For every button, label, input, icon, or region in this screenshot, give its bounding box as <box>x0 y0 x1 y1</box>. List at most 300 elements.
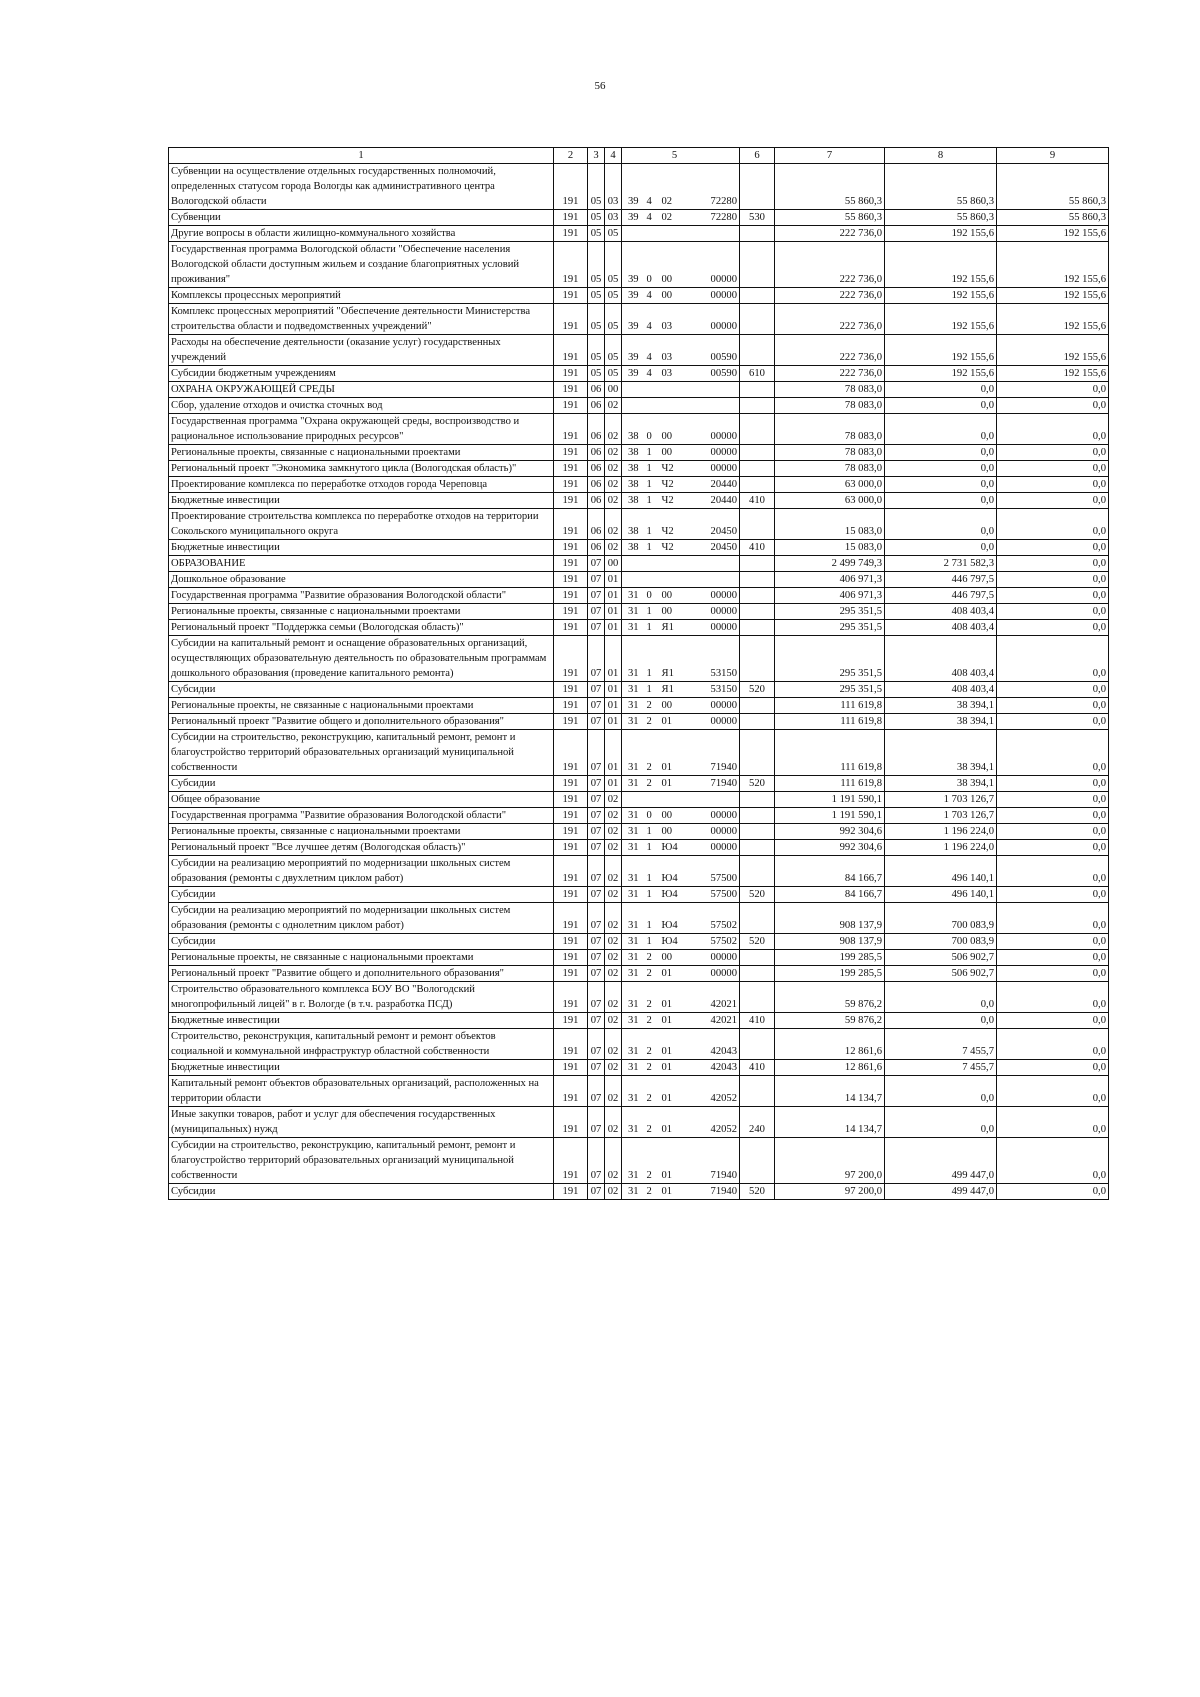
row-subprogram-cell: 0 <box>645 242 660 288</box>
row-amount-year3-cell: 0,0 <box>997 792 1109 808</box>
row-program-code-cell <box>622 792 645 808</box>
row-amount-year2-cell: 0,0 <box>885 461 997 477</box>
row-direction-cell: 01 <box>660 1138 690 1184</box>
table-row <box>169 414 1109 445</box>
table-row <box>169 1138 1109 1184</box>
row-program-code-cell <box>622 572 645 588</box>
row-amount-year1-cell: 59 876,2 <box>775 982 885 1013</box>
row-expense-type-cell <box>740 714 775 730</box>
row-amount-year2-cell: 506 902,7 <box>885 966 997 982</box>
row-section-cell: 06 <box>588 509 605 540</box>
row-expense-code-cell: 00000 <box>690 714 740 730</box>
row-direction-cell: Я1 <box>660 636 690 682</box>
row-name-cell: Региональный проект "Развитие общего и дополнительного образования" <box>169 714 554 730</box>
row-ministry-code-cell: 191 <box>554 588 588 604</box>
row-ministry-code-cell: 191 <box>554 335 588 366</box>
row-expense-type-cell <box>740 445 775 461</box>
row-ministry-code-cell: 191 <box>554 477 588 493</box>
row-subsection-cell: 05 <box>605 226 622 242</box>
row-program-code-cell: 31 <box>622 620 645 636</box>
row-expense-code-cell: 57500 <box>690 856 740 887</box>
row-expense-type-cell: 410 <box>740 1060 775 1076</box>
row-name-cell: Общее образование <box>169 792 554 808</box>
row-amount-year2-cell: 408 403,4 <box>885 604 997 620</box>
table-row <box>169 636 1109 682</box>
row-expense-type-cell <box>740 477 775 493</box>
row-amount-year1-cell: 1 191 590,1 <box>775 792 885 808</box>
row-direction-cell: Я1 <box>660 620 690 636</box>
row-section-cell: 06 <box>588 382 605 398</box>
row-name-cell: Региональный проект "Экономика замкнутого цикла (Вологодская область)" <box>169 461 554 477</box>
row-amount-year2-cell: 0,0 <box>885 509 997 540</box>
row-direction-cell: 00 <box>660 824 690 840</box>
table-row <box>169 398 1109 414</box>
table-row <box>169 950 1109 966</box>
row-amount-year2-cell: 0,0 <box>885 414 997 445</box>
row-program-code-cell: 38 <box>622 445 645 461</box>
row-direction-cell: 01 <box>660 1029 690 1060</box>
row-ministry-code-cell: 191 <box>554 1013 588 1029</box>
row-expense-type-cell <box>740 856 775 887</box>
table-row <box>169 903 1109 934</box>
row-expense-type-cell <box>740 982 775 1013</box>
row-section-cell: 07 <box>588 1107 605 1138</box>
row-amount-year1-cell: 2 499 749,3 <box>775 556 885 572</box>
row-section-cell: 07 <box>588 903 605 934</box>
table-row <box>169 556 1109 572</box>
row-subprogram-cell <box>645 226 660 242</box>
row-amount-year1-cell: 55 860,3 <box>775 210 885 226</box>
row-name-cell: Субсидии на реализацию мероприятий по модернизации школьных систем образования (ремонты с однолетним циклом работ) <box>169 903 554 934</box>
row-section-cell: 07 <box>588 730 605 776</box>
row-subsection-cell: 05 <box>605 242 622 288</box>
row-expense-type-cell <box>740 556 775 572</box>
row-ministry-code-cell: 191 <box>554 620 588 636</box>
row-ministry-code-cell: 191 <box>554 304 588 335</box>
row-program-code-cell: 31 <box>622 824 645 840</box>
row-program-code-cell <box>622 226 645 242</box>
header-cell-9: 9 <box>997 148 1109 164</box>
table-row <box>169 164 1109 210</box>
row-amount-year1-cell: 12 861,6 <box>775 1029 885 1060</box>
row-amount-year1-cell: 78 083,0 <box>775 382 885 398</box>
row-amount-year3-cell: 0,0 <box>997 934 1109 950</box>
row-program-code-cell: 31 <box>622 840 645 856</box>
row-section-cell: 05 <box>588 226 605 242</box>
row-name-cell: Строительство образовательного комплекса БОУ ВО "Вологодский многопрофильный лицей" в г. Вологде (в т.ч. разработка ПСД) <box>169 982 554 1013</box>
row-subsection-cell: 05 <box>605 304 622 335</box>
row-section-cell: 07 <box>588 824 605 840</box>
row-expense-code-cell: 00000 <box>690 445 740 461</box>
row-direction-cell <box>660 382 690 398</box>
row-amount-year1-cell: 111 619,8 <box>775 698 885 714</box>
row-program-code-cell: 31 <box>622 966 645 982</box>
row-name-cell: Субсидии на строительство, реконструкцию, капитальный ремонт, ремонт и благоустройство территорий образовательных организаций муниципальной собственности <box>169 730 554 776</box>
row-amount-year1-cell: 908 137,9 <box>775 934 885 950</box>
row-amount-year3-cell: 0,0 <box>997 1184 1109 1200</box>
row-program-code-cell: 31 <box>622 903 645 934</box>
row-section-cell: 07 <box>588 776 605 792</box>
row-amount-year2-cell: 1 196 224,0 <box>885 840 997 856</box>
row-ministry-code-cell: 191 <box>554 714 588 730</box>
row-program-code-cell: 31 <box>622 1060 645 1076</box>
row-name-cell: Государственная программа Вологодской области "Обеспечение населения Вологодской области доступным жильем и создание благоприятных условий проживания" <box>169 242 554 288</box>
row-expense-code-cell: 42043 <box>690 1029 740 1060</box>
row-expense-code-cell: 57502 <box>690 934 740 950</box>
row-direction-cell <box>660 556 690 572</box>
row-amount-year2-cell: 38 394,1 <box>885 698 997 714</box>
table-row <box>169 792 1109 808</box>
row-section-cell: 07 <box>588 950 605 966</box>
header-cell-3: 3 <box>588 148 605 164</box>
row-section-cell: 07 <box>588 1060 605 1076</box>
row-expense-code-cell <box>690 226 740 242</box>
row-amount-year1-cell: 97 200,0 <box>775 1184 885 1200</box>
row-subprogram-cell: 2 <box>645 1076 660 1107</box>
row-direction-cell: 00 <box>660 950 690 966</box>
row-amount-year1-cell: 295 351,5 <box>775 604 885 620</box>
row-subprogram-cell: 2 <box>645 1138 660 1184</box>
row-amount-year1-cell: 14 134,7 <box>775 1076 885 1107</box>
row-program-code-cell: 31 <box>622 1107 645 1138</box>
row-expense-type-cell <box>740 903 775 934</box>
row-subprogram-cell: 1 <box>645 620 660 636</box>
row-direction-cell: 01 <box>660 966 690 982</box>
row-subprogram-cell: 2 <box>645 1184 660 1200</box>
row-subprogram-cell: 2 <box>645 950 660 966</box>
row-subsection-cell: 02 <box>605 1138 622 1184</box>
row-direction-cell: 02 <box>660 164 690 210</box>
row-ministry-code-cell: 191 <box>554 382 588 398</box>
row-expense-type-cell: 520 <box>740 1184 775 1200</box>
row-expense-code-cell: 00590 <box>690 366 740 382</box>
header-cell-1: 1 <box>169 148 554 164</box>
row-subsection-cell: 05 <box>605 335 622 366</box>
row-program-code-cell: 31 <box>622 714 645 730</box>
row-subprogram-cell: 1 <box>645 509 660 540</box>
row-name-cell: Субсидии <box>169 1184 554 1200</box>
row-subprogram-cell <box>645 382 660 398</box>
row-amount-year3-cell: 0,0 <box>997 1107 1109 1138</box>
row-section-cell: 05 <box>588 304 605 335</box>
table-row <box>169 824 1109 840</box>
row-amount-year3-cell: 0,0 <box>997 776 1109 792</box>
row-expense-code-cell: 00590 <box>690 335 740 366</box>
row-subprogram-cell: 2 <box>645 698 660 714</box>
row-expense-type-cell: 520 <box>740 682 775 698</box>
row-expense-type-cell <box>740 588 775 604</box>
row-amount-year3-cell: 0,0 <box>997 856 1109 887</box>
row-section-cell: 07 <box>588 682 605 698</box>
row-amount-year3-cell: 0,0 <box>997 382 1109 398</box>
row-amount-year3-cell: 0,0 <box>997 540 1109 556</box>
row-amount-year3-cell: 0,0 <box>997 903 1109 934</box>
row-ministry-code-cell: 191 <box>554 982 588 1013</box>
row-subsection-cell: 02 <box>605 966 622 982</box>
row-amount-year1-cell: 199 285,5 <box>775 950 885 966</box>
row-ministry-code-cell: 191 <box>554 792 588 808</box>
row-amount-year2-cell: 408 403,4 <box>885 682 997 698</box>
header-row <box>169 148 1109 164</box>
row-amount-year2-cell: 0,0 <box>885 398 997 414</box>
row-expense-type-cell <box>740 572 775 588</box>
row-amount-year1-cell: 222 736,0 <box>775 242 885 288</box>
row-subprogram-cell: 1 <box>645 636 660 682</box>
row-subprogram-cell: 2 <box>645 730 660 776</box>
row-subprogram-cell: 2 <box>645 1029 660 1060</box>
row-program-code-cell: 31 <box>622 982 645 1013</box>
row-amount-year2-cell: 700 083,9 <box>885 934 997 950</box>
row-expense-type-cell <box>740 242 775 288</box>
row-subprogram-cell: 1 <box>645 461 660 477</box>
row-subsection-cell: 01 <box>605 698 622 714</box>
row-expense-type-cell: 520 <box>740 776 775 792</box>
row-expense-type-cell <box>740 164 775 210</box>
row-amount-year1-cell: 199 285,5 <box>775 966 885 982</box>
row-amount-year2-cell: 0,0 <box>885 1076 997 1107</box>
table-row <box>169 210 1109 226</box>
row-expense-type-cell <box>740 461 775 477</box>
row-expense-type-cell <box>740 808 775 824</box>
row-subsection-cell: 02 <box>605 982 622 1013</box>
row-program-code-cell: 31 <box>622 1029 645 1060</box>
row-name-cell: Субсидии <box>169 934 554 950</box>
row-expense-code-cell <box>690 792 740 808</box>
row-amount-year1-cell: 78 083,0 <box>775 461 885 477</box>
row-expense-type-cell: 520 <box>740 934 775 950</box>
row-subprogram-cell <box>645 792 660 808</box>
row-name-cell: Другие вопросы в области жилищно-коммунального хозяйства <box>169 226 554 242</box>
row-expense-code-cell: 57502 <box>690 903 740 934</box>
row-amount-year3-cell: 55 860,3 <box>997 210 1109 226</box>
row-amount-year3-cell: 0,0 <box>997 698 1109 714</box>
row-direction-cell: 01 <box>660 1076 690 1107</box>
row-subprogram-cell: 1 <box>645 682 660 698</box>
row-direction-cell: 01 <box>660 1107 690 1138</box>
table-row <box>169 698 1109 714</box>
row-amount-year1-cell: 111 619,8 <box>775 730 885 776</box>
row-expense-type-cell <box>740 1029 775 1060</box>
row-expense-code-cell: 71940 <box>690 776 740 792</box>
row-ministry-code-cell: 191 <box>554 493 588 509</box>
row-expense-code-cell: 42021 <box>690 982 740 1013</box>
row-expense-type-cell <box>740 824 775 840</box>
row-subprogram-cell: 1 <box>645 824 660 840</box>
row-amount-year1-cell: 295 351,5 <box>775 682 885 698</box>
row-amount-year1-cell: 406 971,3 <box>775 572 885 588</box>
row-amount-year1-cell: 84 166,7 <box>775 856 885 887</box>
table-row <box>169 572 1109 588</box>
row-subsection-cell: 02 <box>605 493 622 509</box>
row-name-cell: Субсидии <box>169 887 554 903</box>
row-direction-cell: 00 <box>660 445 690 461</box>
row-subsection-cell: 02 <box>605 445 622 461</box>
row-section-cell: 06 <box>588 540 605 556</box>
row-amount-year2-cell: 1 703 126,7 <box>885 808 997 824</box>
row-subprogram-cell: 4 <box>645 335 660 366</box>
row-subsection-cell: 02 <box>605 461 622 477</box>
row-name-cell: Субсидии на реализацию мероприятий по модернизации школьных систем образования (ремонты с двухлетним циклом работ) <box>169 856 554 887</box>
row-amount-year3-cell: 0,0 <box>997 477 1109 493</box>
row-direction-cell: 00 <box>660 588 690 604</box>
row-amount-year3-cell: 192 155,6 <box>997 226 1109 242</box>
row-amount-year2-cell: 496 140,1 <box>885 887 997 903</box>
row-section-cell: 06 <box>588 477 605 493</box>
row-ministry-code-cell: 191 <box>554 604 588 620</box>
row-subprogram-cell: 1 <box>645 887 660 903</box>
row-name-cell: Субсидии на капитальный ремонт и оснащение образовательных организаций, осуществляющих образовательную деятельность по образовательным программам дошкольного образования (проведение капитального ремонта) <box>169 636 554 682</box>
row-amount-year3-cell: 0,0 <box>997 682 1109 698</box>
row-subsection-cell: 02 <box>605 1184 622 1200</box>
row-program-code-cell: 39 <box>622 210 645 226</box>
row-amount-year2-cell: 0,0 <box>885 1013 997 1029</box>
row-subsection-cell: 02 <box>605 1060 622 1076</box>
row-amount-year3-cell: 0,0 <box>997 982 1109 1013</box>
row-name-cell: Бюджетные инвестиции <box>169 1013 554 1029</box>
row-subsection-cell: 02 <box>605 1029 622 1060</box>
header-cell-2: 2 <box>554 148 588 164</box>
row-subsection-cell: 01 <box>605 636 622 682</box>
row-ministry-code-cell: 191 <box>554 636 588 682</box>
row-expense-code-cell: 00000 <box>690 808 740 824</box>
row-section-cell: 05 <box>588 288 605 304</box>
row-expense-code-cell: 00000 <box>690 604 740 620</box>
row-amount-year2-cell: 7 455,7 <box>885 1029 997 1060</box>
row-amount-year1-cell: 15 083,0 <box>775 509 885 540</box>
row-amount-year3-cell: 0,0 <box>997 556 1109 572</box>
row-amount-year1-cell: 78 083,0 <box>775 445 885 461</box>
row-amount-year3-cell: 192 155,6 <box>997 366 1109 382</box>
row-subsection-cell: 02 <box>605 398 622 414</box>
table-row <box>169 1076 1109 1107</box>
row-subsection-cell: 01 <box>605 572 622 588</box>
row-direction-cell: Я1 <box>660 682 690 698</box>
row-name-cell: Проектирование комплекса по переработке отходов города Череповца <box>169 477 554 493</box>
row-name-cell: Дошкольное образование <box>169 572 554 588</box>
row-amount-year3-cell: 0,0 <box>997 730 1109 776</box>
row-ministry-code-cell: 191 <box>554 950 588 966</box>
row-direction-cell: Ю4 <box>660 856 690 887</box>
row-expense-type-cell <box>740 840 775 856</box>
row-name-cell: Бюджетные инвестиции <box>169 540 554 556</box>
row-amount-year3-cell: 0,0 <box>997 1060 1109 1076</box>
row-expense-type-cell <box>740 226 775 242</box>
row-expense-code-cell: 53150 <box>690 636 740 682</box>
row-direction-cell <box>660 572 690 588</box>
row-subsection-cell: 01 <box>605 776 622 792</box>
row-amount-year3-cell: 0,0 <box>997 840 1109 856</box>
row-program-code-cell <box>622 382 645 398</box>
row-subsection-cell: 01 <box>605 682 622 698</box>
row-subprogram-cell: 2 <box>645 1013 660 1029</box>
row-name-cell: Государственная программа "Охрана окружающей среды, воспроизводство и рациональное использование природных ресурсов" <box>169 414 554 445</box>
table-row <box>169 776 1109 792</box>
row-ministry-code-cell: 191 <box>554 572 588 588</box>
row-ministry-code-cell: 191 <box>554 414 588 445</box>
row-amount-year3-cell: 0,0 <box>997 509 1109 540</box>
row-amount-year1-cell: 78 083,0 <box>775 414 885 445</box>
row-direction-cell: Ч2 <box>660 477 690 493</box>
row-expense-code-cell: 20440 <box>690 477 740 493</box>
row-section-cell: 07 <box>588 934 605 950</box>
row-amount-year1-cell: 84 166,7 <box>775 887 885 903</box>
row-amount-year3-cell: 55 860,3 <box>997 164 1109 210</box>
row-direction-cell: Ю4 <box>660 934 690 950</box>
row-amount-year3-cell: 0,0 <box>997 636 1109 682</box>
row-program-code-cell: 31 <box>622 1013 645 1029</box>
row-amount-year1-cell: 15 083,0 <box>775 540 885 556</box>
row-ministry-code-cell: 191 <box>554 288 588 304</box>
row-section-cell: 06 <box>588 398 605 414</box>
row-amount-year3-cell: 0,0 <box>997 493 1109 509</box>
row-subprogram-cell: 0 <box>645 414 660 445</box>
row-amount-year2-cell: 55 860,3 <box>885 164 997 210</box>
row-expense-type-cell <box>740 288 775 304</box>
row-amount-year1-cell: 992 304,6 <box>775 840 885 856</box>
row-amount-year2-cell: 0,0 <box>885 1107 997 1138</box>
row-name-cell: Региональные проекты, не связанные с национальными проектами <box>169 950 554 966</box>
row-amount-year2-cell: 0,0 <box>885 982 997 1013</box>
row-section-cell: 06 <box>588 445 605 461</box>
table-row <box>169 808 1109 824</box>
row-section-cell: 07 <box>588 840 605 856</box>
row-subsection-cell: 02 <box>605 1076 622 1107</box>
row-amount-year2-cell: 496 140,1 <box>885 856 997 887</box>
row-expense-type-cell <box>740 966 775 982</box>
row-program-code-cell: 31 <box>622 934 645 950</box>
row-amount-year1-cell: 222 736,0 <box>775 304 885 335</box>
table-row <box>169 604 1109 620</box>
row-expense-type-cell <box>740 604 775 620</box>
row-program-code-cell: 38 <box>622 540 645 556</box>
row-name-cell: Государственная программа "Развитие образования Вологодской области" <box>169 808 554 824</box>
row-amount-year2-cell: 1 196 224,0 <box>885 824 997 840</box>
row-section-cell: 07 <box>588 588 605 604</box>
row-ministry-code-cell: 191 <box>554 934 588 950</box>
row-section-cell: 07 <box>588 572 605 588</box>
row-program-code-cell: 31 <box>622 588 645 604</box>
row-expense-code-cell: 00000 <box>690 461 740 477</box>
row-amount-year2-cell: 38 394,1 <box>885 714 997 730</box>
row-subsection-cell: 02 <box>605 414 622 445</box>
row-name-cell: Бюджетные инвестиции <box>169 1060 554 1076</box>
row-expense-code-cell: 00000 <box>690 966 740 982</box>
header-cell-8: 8 <box>885 148 997 164</box>
row-subsection-cell: 02 <box>605 509 622 540</box>
row-section-cell: 05 <box>588 164 605 210</box>
row-section-cell: 07 <box>588 620 605 636</box>
row-ministry-code-cell: 191 <box>554 540 588 556</box>
row-name-cell: Иные закупки товаров, работ и услуг для обеспечения государственных (муниципальных) нужд <box>169 1107 554 1138</box>
row-amount-year1-cell: 1 191 590,1 <box>775 808 885 824</box>
row-subsection-cell: 02 <box>605 477 622 493</box>
row-ministry-code-cell: 191 <box>554 824 588 840</box>
row-direction-cell: 00 <box>660 288 690 304</box>
table-row <box>169 242 1109 288</box>
row-name-cell: Региональный проект "Все лучшее детям (Вологодская область)" <box>169 840 554 856</box>
table-row <box>169 730 1109 776</box>
row-subprogram-cell: 4 <box>645 366 660 382</box>
row-section-cell: 07 <box>588 1013 605 1029</box>
row-direction-cell: 00 <box>660 604 690 620</box>
row-name-cell: ОБРАЗОВАНИЕ <box>169 556 554 572</box>
row-subsection-cell: 02 <box>605 792 622 808</box>
row-amount-year2-cell: 499 447,0 <box>885 1138 997 1184</box>
row-subprogram-cell: 1 <box>645 840 660 856</box>
row-amount-year1-cell: 63 000,0 <box>775 477 885 493</box>
row-amount-year3-cell: 0,0 <box>997 620 1109 636</box>
table-row <box>169 477 1109 493</box>
